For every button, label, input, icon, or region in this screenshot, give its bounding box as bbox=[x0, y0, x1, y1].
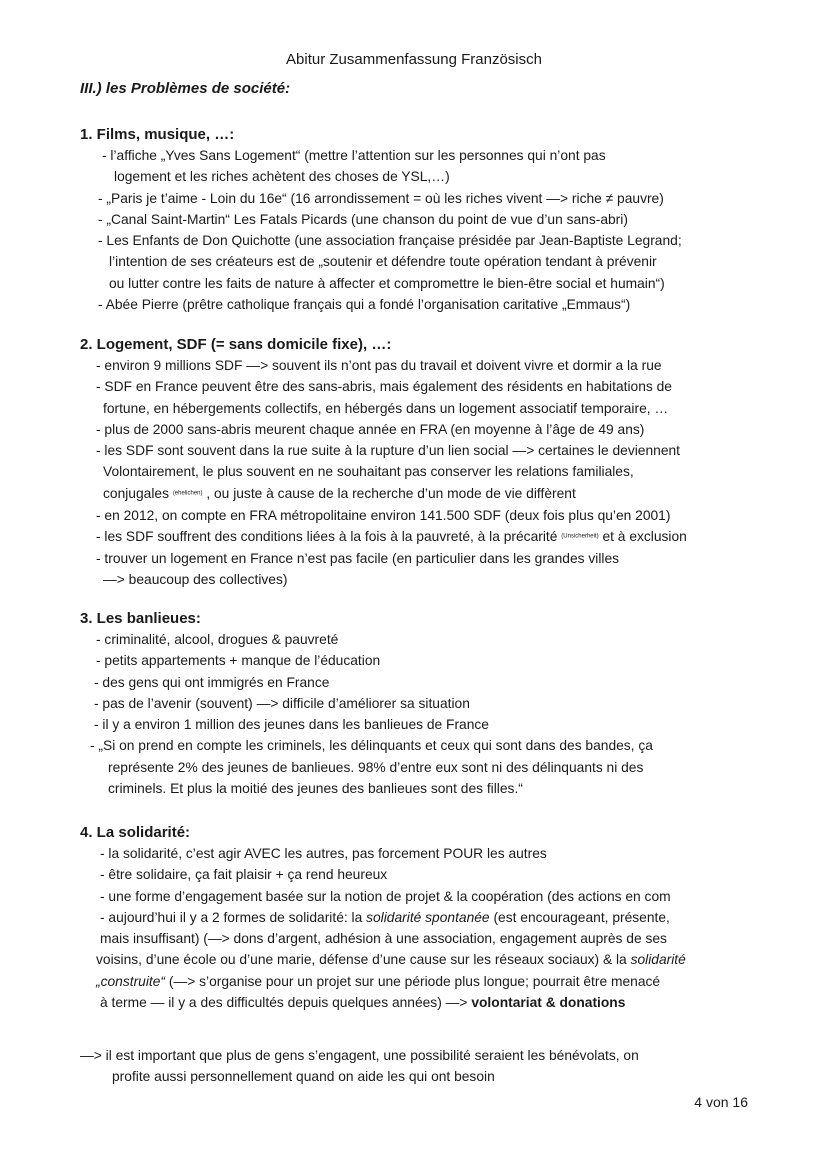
section-banlieues bbox=[80, 608, 780, 799]
text-line bbox=[80, 526, 780, 548]
conclusion bbox=[80, 1045, 780, 1088]
text-line: représente 2% des jeunes de banlieues. 98% d’entre eux sont ni des délinquants ni des bbox=[108, 759, 644, 775]
text-line bbox=[80, 907, 780, 928]
text-line: - SDF en France peuvent être des sans-abris, mais également des résidents en habitations de bbox=[96, 379, 672, 395]
text-line: - des gens qui ont immigrés en France bbox=[94, 674, 330, 690]
text-fragment: conjugales bbox=[103, 485, 169, 501]
text-line: Volontairement, le plus souvent en ne souhaitant pas conserver les relations familiales, bbox=[103, 464, 634, 480]
text-line: - en 2012, on compte en FRA métropolitaine environ 141.500 SDF (deux fois plus qu’en 2001) bbox=[96, 507, 671, 523]
section-title: 3. Les banlieues: bbox=[80, 610, 201, 627]
text-line: l’intention de ses créateurs est de „soutenir et défendre toute opération tendant à prévenir bbox=[109, 254, 657, 270]
text-line: criminels. Et plus la moitié des jeunes des banlieues sont des filles.“ bbox=[108, 781, 523, 797]
text-line: mais insuffisant) (—> dons d’argent, adhésion à une association, engagement auprès de ses bbox=[100, 931, 667, 947]
text-line: - Les Enfants de Don Quichotte (une association française présidée par Jean-Baptiste Legrand; bbox=[98, 233, 682, 249]
page-header: Abitur Zusammenfassung Französisch bbox=[286, 51, 542, 68]
text-line: - pas de l’avenir (souvent) —> difficile d’améliorer sa situation bbox=[94, 695, 470, 711]
text-fragment: à terme — il y a des difficultés depuis quelques années) —> bbox=[100, 995, 472, 1011]
text-line: - il y a environ 1 million des jeunes dans les banlieues de France bbox=[94, 717, 489, 733]
text-fragment: (—> s’organise pour un projet sur une période plus longue; pourrait être menacé bbox=[165, 973, 661, 989]
text-line: - l’affiche „Yves Sans Logement“ (mettre l’attention sur les personnes qui n’ont pas bbox=[102, 148, 606, 163]
text-line: - criminalité, alcool, drogues & pauvreté bbox=[96, 632, 339, 647]
text-line: profite aussi personnellement quand on aide les qui ont besoin bbox=[112, 1069, 495, 1085]
text-line: - „Canal Saint-Martin“ Les Fatals Picards (une chanson du point de vue d’un sans-abri) bbox=[98, 211, 628, 227]
text-line: ou lutter contre les faits de nature à affecter et compromettre le bien-être social et humain“) bbox=[109, 275, 665, 291]
emphasis-text: solidarité bbox=[630, 952, 686, 968]
translation-note: (ehelichen) bbox=[172, 490, 203, 497]
text-line: —> il est important que plus de gens s’engagent, une possibilité seraient les bénévolats, on bbox=[80, 1048, 639, 1063]
section-lines bbox=[80, 145, 780, 315]
section-lines bbox=[80, 843, 780, 1013]
page-number: 4 von 16 bbox=[694, 1094, 748, 1110]
text-line: - une forme d’engagement basée sur la notion de projet & la coopération (des actions en com bbox=[100, 888, 671, 904]
section-title: 1. Films, musique, …: bbox=[80, 126, 235, 143]
section-solidarite bbox=[80, 822, 780, 1013]
section-films-musique bbox=[80, 124, 780, 315]
text-line: - „Paris je t’aime - Loin du 16e“ (16 arrondissement = où les riches vivent —> riche ≠ pauvre) bbox=[98, 190, 664, 206]
text-line: - Abée Pierre (prêtre catholique français qui a fondé l’organisation caritative „Emmaus“) bbox=[98, 297, 631, 313]
emphasis-bold-text: volontariat & donations bbox=[471, 995, 626, 1011]
text-line: - environ 9 millions SDF —> souvent ils n’ont pas du travail et doivent vivre et dormir a la rue bbox=[96, 358, 662, 373]
text-line: logement et les riches achètent des choses de YSL,…) bbox=[114, 169, 450, 185]
section-title: 2. Logement, SDF (= sans domicile fixe), …: bbox=[80, 336, 392, 353]
text-fragment: voisins, d’une école ou d’une marie, défense d’une cause sur les réseaux sociaux) & la bbox=[96, 952, 631, 968]
text-line: - la solidarité, c’est agir AVEC les autres, pas forcement POUR les autres bbox=[100, 846, 547, 861]
text-fragment: , ou juste à cause de la recherche d’un mode de vie diffèrent bbox=[206, 485, 576, 501]
text-line bbox=[80, 483, 780, 505]
section-logement-sdf bbox=[80, 334, 780, 591]
text-line: - trouver un logement en France n’est pas facile (en particulier dans les grandes villes bbox=[96, 551, 620, 567]
emphasis-text: „construite“ bbox=[96, 973, 166, 989]
section-lines bbox=[80, 629, 780, 799]
translation-note: (Unsicherheit) bbox=[561, 533, 599, 540]
text-line bbox=[80, 971, 780, 992]
text-line: —> beaucoup des collectives) bbox=[103, 572, 288, 588]
text-line: fortune, en hébergements collectifs, en hébergés dans un logement associatif temporaire, … bbox=[103, 400, 669, 416]
chapter-title: III.) les Problèmes de société: bbox=[80, 80, 291, 97]
text-fragment: (est encourageant, présente, bbox=[489, 909, 670, 925]
text-fragment: - les SDF souffrent des conditions liées à la fois à la pauvreté, à la précarité bbox=[96, 529, 558, 545]
text-line: - plus de 2000 sans-abris meurent chaque année en FRA (en moyenne à l’âge de 49 ans) bbox=[96, 421, 645, 437]
section-title: 4. La solidarité: bbox=[80, 824, 191, 841]
text-line: - petits appartements + manque de l’éducation bbox=[96, 653, 381, 669]
emphasis-text: solidarité spontanée bbox=[366, 909, 490, 925]
text-line: - „Si on prend en compte les criminels, les délinquants et ceux qui sont dans des bandes, ça bbox=[90, 738, 653, 754]
section-lines bbox=[80, 355, 780, 591]
text-line: - les SDF sont souvent dans la rue suite à la rupture d’un lien social —> certaines le deviennent bbox=[96, 443, 681, 459]
text-fragment: et à exclusion bbox=[602, 529, 687, 545]
text-fragment: - aujourd’hui il y a 2 formes de solidarité: la bbox=[100, 909, 367, 925]
text-line: - être solidaire, ça fait plaisir + ça rend heureux bbox=[100, 867, 388, 883]
text-line bbox=[80, 949, 780, 970]
text-line bbox=[80, 992, 780, 1013]
